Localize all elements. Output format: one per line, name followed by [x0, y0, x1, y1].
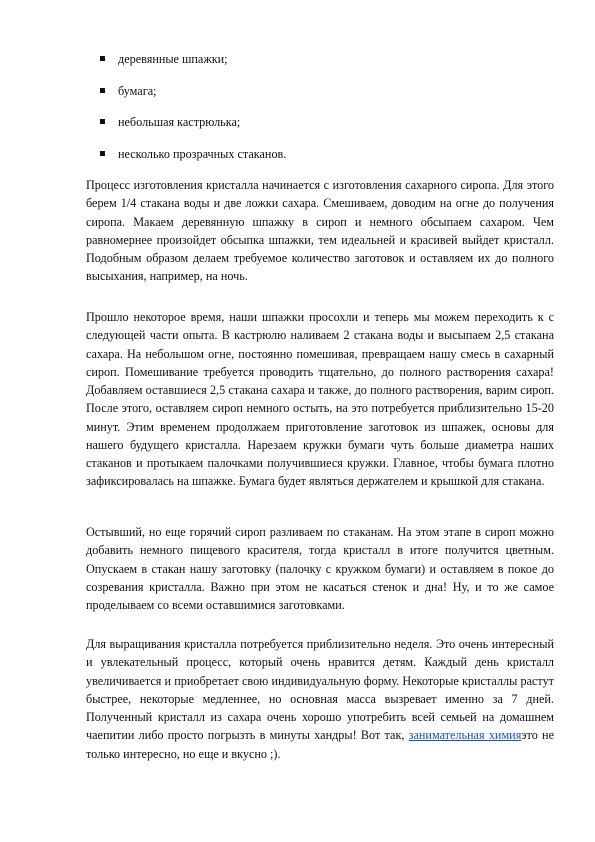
- square-bullet-icon: [100, 56, 105, 61]
- paragraph-growing-crystal: [86, 635, 554, 763]
- list-item: [86, 50, 546, 82]
- list-item: [86, 113, 546, 145]
- list-item-text: бумага;: [118, 83, 157, 98]
- entertaining-chemistry-link[interactable]: занимательная химия: [408, 728, 522, 743]
- paragraph-text: Для выращивания кристалла потребуется приблизительно неделя. Это очень интересный и увлекательный процесс, который очень нравится детям. Каждый день кристалл увеличивается и приобретает свою индивидуальную форму. Некоторые кристаллы растут быстрее, некоторые медленнее, но основная масса вызревает именно за 7 дней. Полученный кристалл из сахара очень хорошо употребить всей семьей на домашнем чаепитии либо просто погрызть в минуты хандры! Вот так,: [86, 637, 554, 743]
- list-item-text: деревянные шпажки;: [118, 52, 228, 66]
- square-bullet-icon: [100, 119, 105, 124]
- list-item-text: несколько прозрачных стаканов.: [118, 146, 287, 161]
- square-bullet-icon: [100, 88, 105, 93]
- paragraph-syrup-preparation: Процесс изготовления кристалла начинается с изготовления сахарного сиропа. Для этого берем 1/4 стакана воды и две ложки сахара. Смешиваем, доводим на огне до получения сиропа. Макаем деревянную шпажку в сироп и немного обсыпаем сахаром. Чем равномернее произойдет обсыпка шпажки, тем идеальней и красивей выйдет кристалл. Подобным образом делаем требуемое количество заготовок и оставляем их до полного высыхания, например, на ночь.: [86, 178, 554, 284]
- list-item-text: небольшая кастрюлька;: [118, 115, 241, 129]
- paragraph-cooking-syrup: Прошло некоторое время, наши шпажки просохли и теперь мы можем переходить к с следующей части опыта. В кастрюлю наливаем 2 стакана воды и высыпаем 2,5 стакана сахара. На небольшом огне, постоянно помешивая, превращаем нашу смесь в сахарный сироп. Помешивание требуется проводить тщательно, до полного растворения сахара! Добавляем оставшиеся 2,5 стакана сахара и также, до полного растворения, варим сироп. После этого, оставляем сироп немного остыть, на это потребуется приблизительно 15-20 минут. Этим временем продолжаем приготовление заготовок из шпажек, основы для нашего будущего кристалла. Нарезаем кружки бумаги чуть больше диаметра наших стаканов и протыкаем палочками получившиеся кружки. Главное, чтобы бумага плотно зафиксировалась на шпажке. Бумага будет являться держателем и крышкой для стакана.: [86, 310, 554, 489]
- materials-list: [86, 50, 546, 176]
- list-item: [86, 82, 546, 114]
- list-item: [86, 145, 546, 177]
- paragraph-pouring-syrup: Остывший, но еще горячий сироп разливаем по стаканам. На этом этапе в сироп можно добавить немного пищевого красителя, тогда кристалл в итоге получится цветным. Опускаем в стакан нашу заготовку (палочку с кружком бумаги) и оставляем в покое до созревания кристалла. Важно при этом не касаться стенок и дна! Ну, и то же самое проделываем со всеми оставшимися заготовками.: [86, 525, 554, 612]
- square-bullet-icon: [100, 151, 105, 156]
- paragraph-text: это не только интересно, но еще и вкусно ;).: [86, 728, 554, 761]
